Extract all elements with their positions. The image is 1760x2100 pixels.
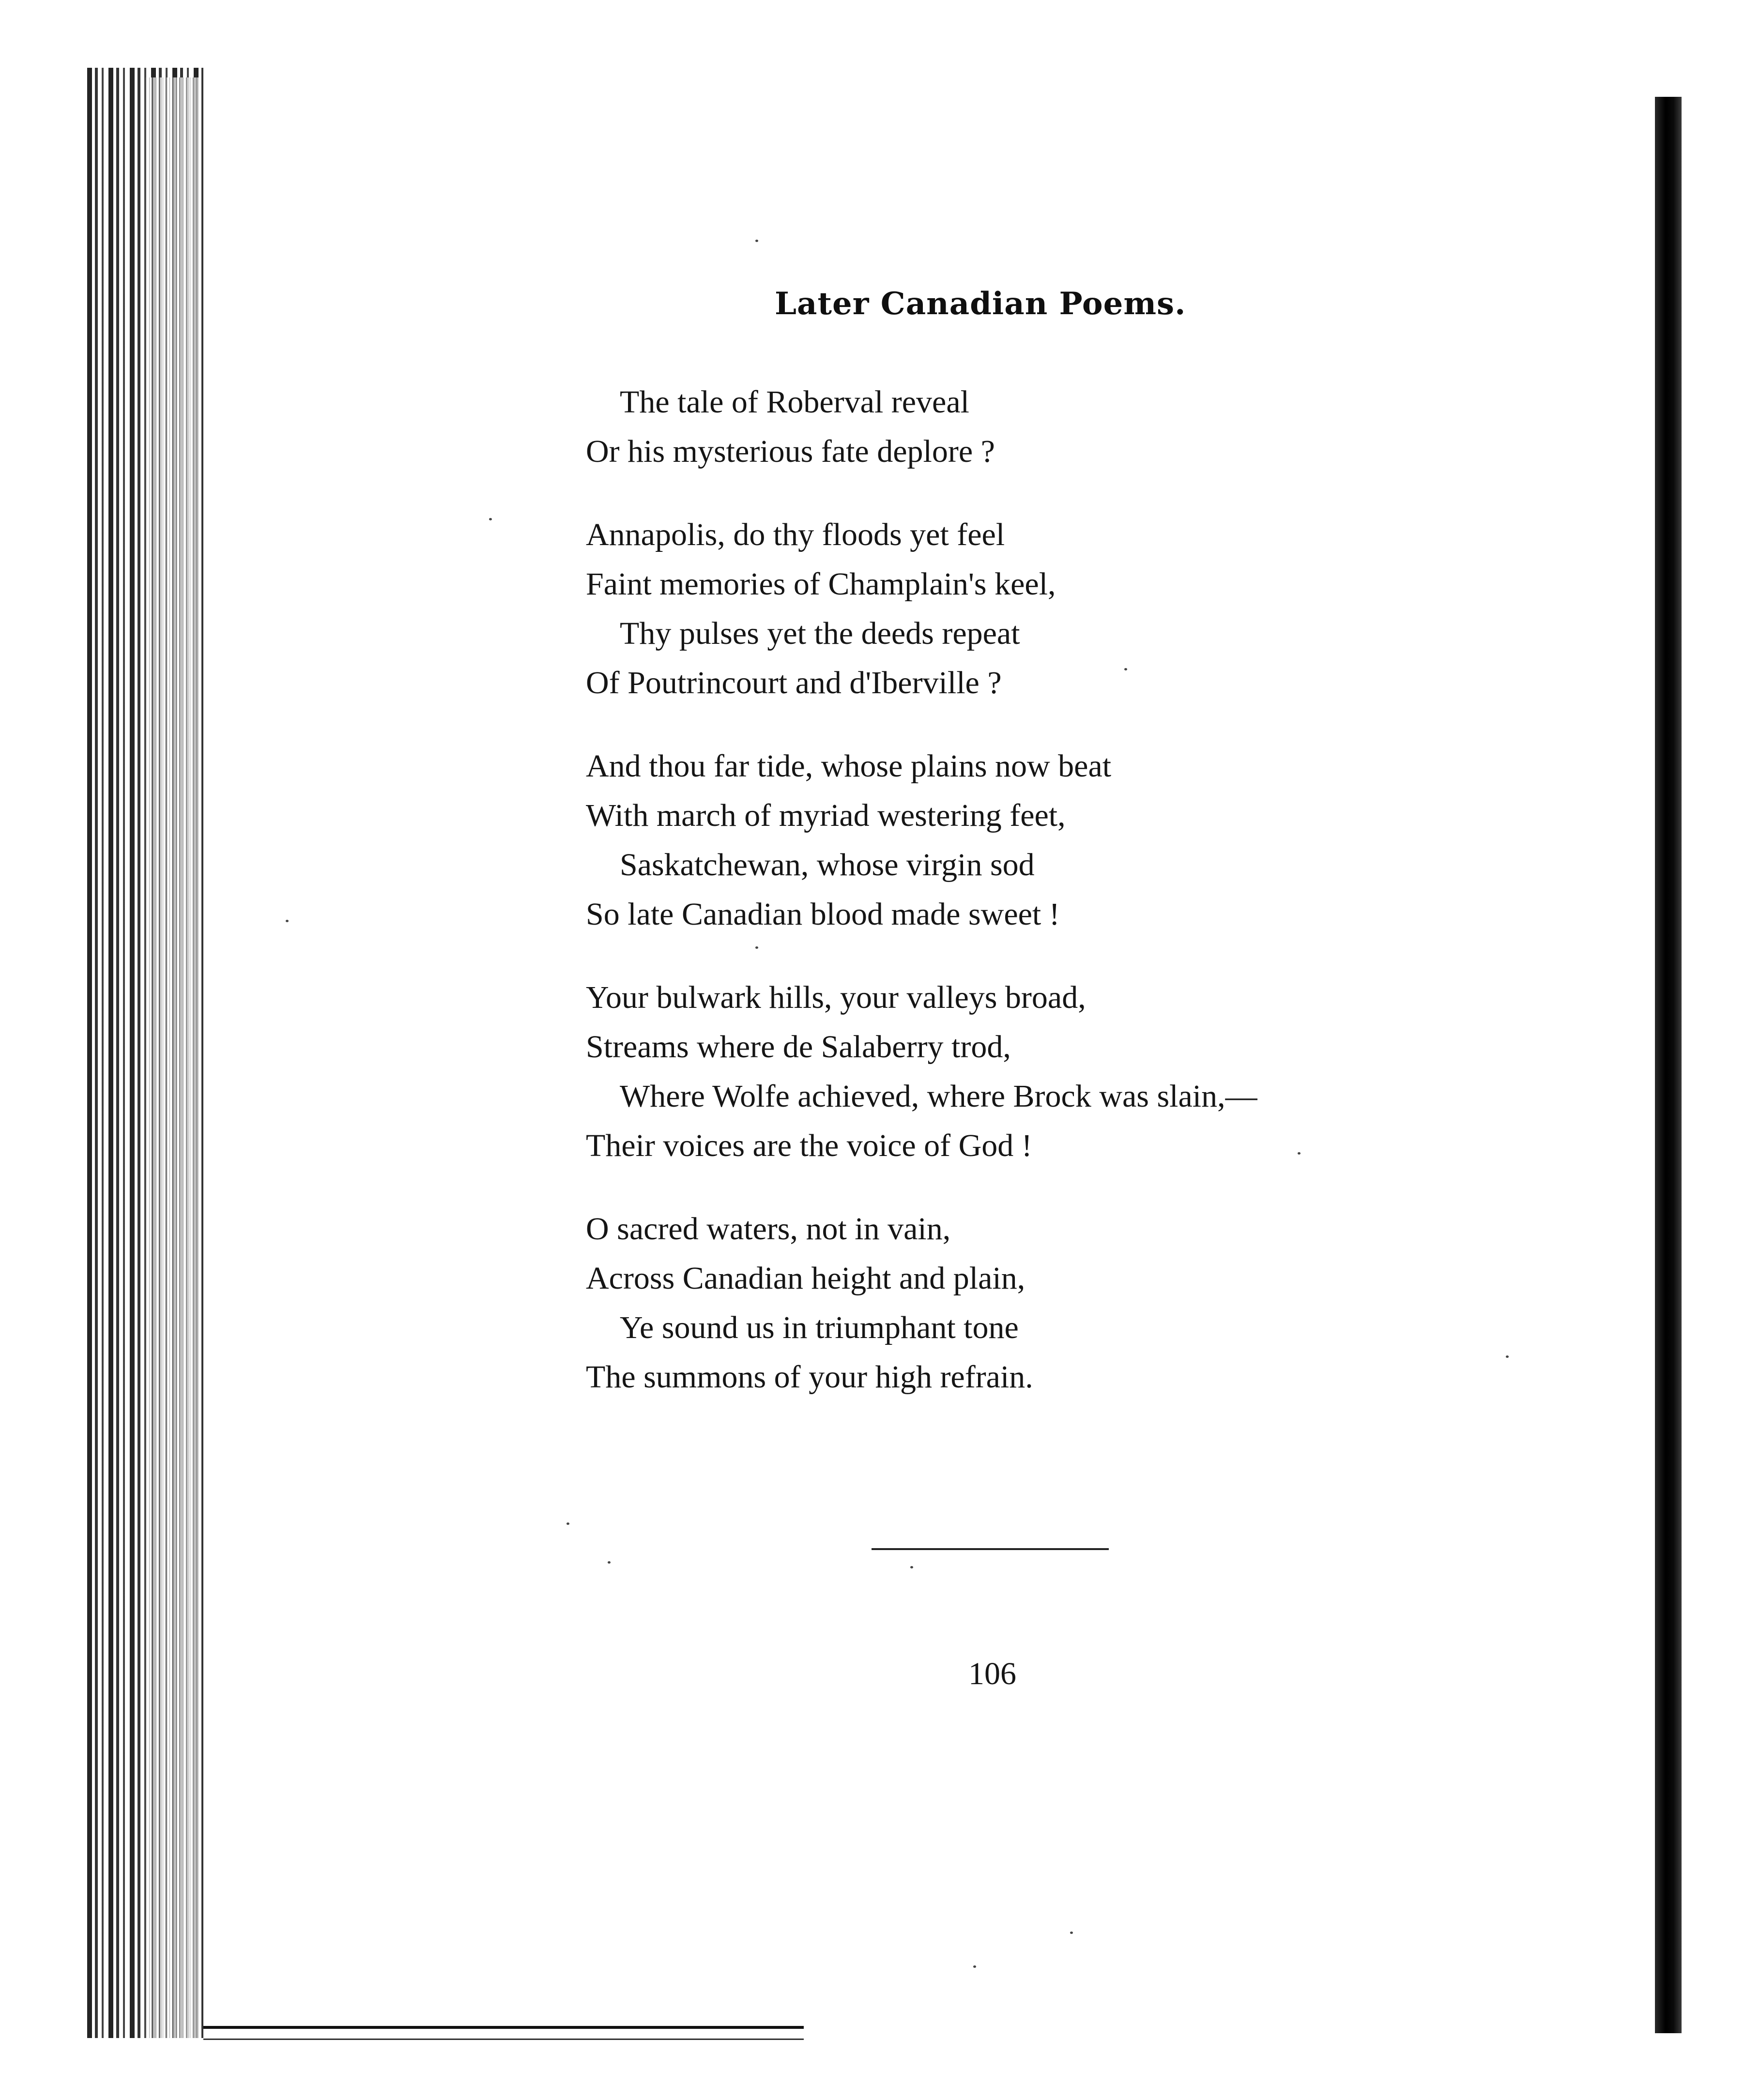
poem-line: Thy pulses yet the deeds repeat — [620, 616, 1020, 651]
poem-line: Of Poutrincourt and d'Iberville ? — [586, 665, 1002, 700]
poem-line: With march of myriad westering feet, — [586, 798, 1066, 833]
scan-speck — [489, 518, 492, 520]
scan-speck — [755, 240, 758, 242]
scan-speck — [566, 1522, 569, 1525]
page-stack-edge — [145, 77, 199, 2038]
poem-line: O sacred waters, not in vain, — [586, 1211, 951, 1247]
poem-stanza — [586, 973, 1409, 1171]
scan-speck — [973, 1965, 976, 1968]
section-divider — [872, 1548, 1109, 1550]
poem-line: The summons of your high refrain. — [586, 1359, 1033, 1395]
poem-line: So late Canadian blood made sweet ! — [586, 897, 1060, 932]
poem-stanza — [586, 510, 1409, 708]
poem-line: Streams where de Salaberry trod, — [586, 1029, 1011, 1065]
scan-speck — [1070, 1932, 1073, 1934]
scan-speck — [1506, 1355, 1509, 1358]
poem-line: Saskatchewan, whose virgin sod — [620, 847, 1035, 883]
poem-line: Where Wolfe achieved, where Brock was slain,— — [620, 1079, 1257, 1114]
poem-line: And thou far tide, whose plains now beat — [586, 748, 1112, 784]
page-number: 106 — [968, 1656, 1016, 1691]
poem-stanza — [586, 1204, 1409, 1402]
running-head: Later Canadian Poems. — [775, 286, 1186, 322]
poem-line: Across Canadian height and plain, — [586, 1261, 1025, 1296]
poem-line: Or his mysterious fate deplore ? — [586, 434, 995, 469]
poem-line: Their voices are the voice of God ! — [586, 1128, 1032, 1163]
poem-line: Ye sound us in triumphant tone — [620, 1310, 1019, 1345]
poem-stanza — [586, 378, 1409, 476]
scan-speck — [286, 920, 289, 922]
book-spine-right-edge — [1655, 97, 1682, 2033]
poem-body — [586, 378, 1409, 1436]
poem-line: Your bulwark hills, your valleys broad, — [586, 980, 1086, 1015]
scan-speck — [910, 1566, 913, 1568]
poem-stanza — [586, 742, 1409, 939]
scan-speck — [608, 1561, 611, 1564]
poem-line: Annapolis, do thy floods yet feel — [586, 517, 1005, 552]
book-bottom-edge — [203, 2026, 804, 2040]
poem-line: The tale of Roberval reveal — [620, 384, 969, 420]
poem-line: Faint memories of Champlain's keel, — [586, 566, 1056, 602]
